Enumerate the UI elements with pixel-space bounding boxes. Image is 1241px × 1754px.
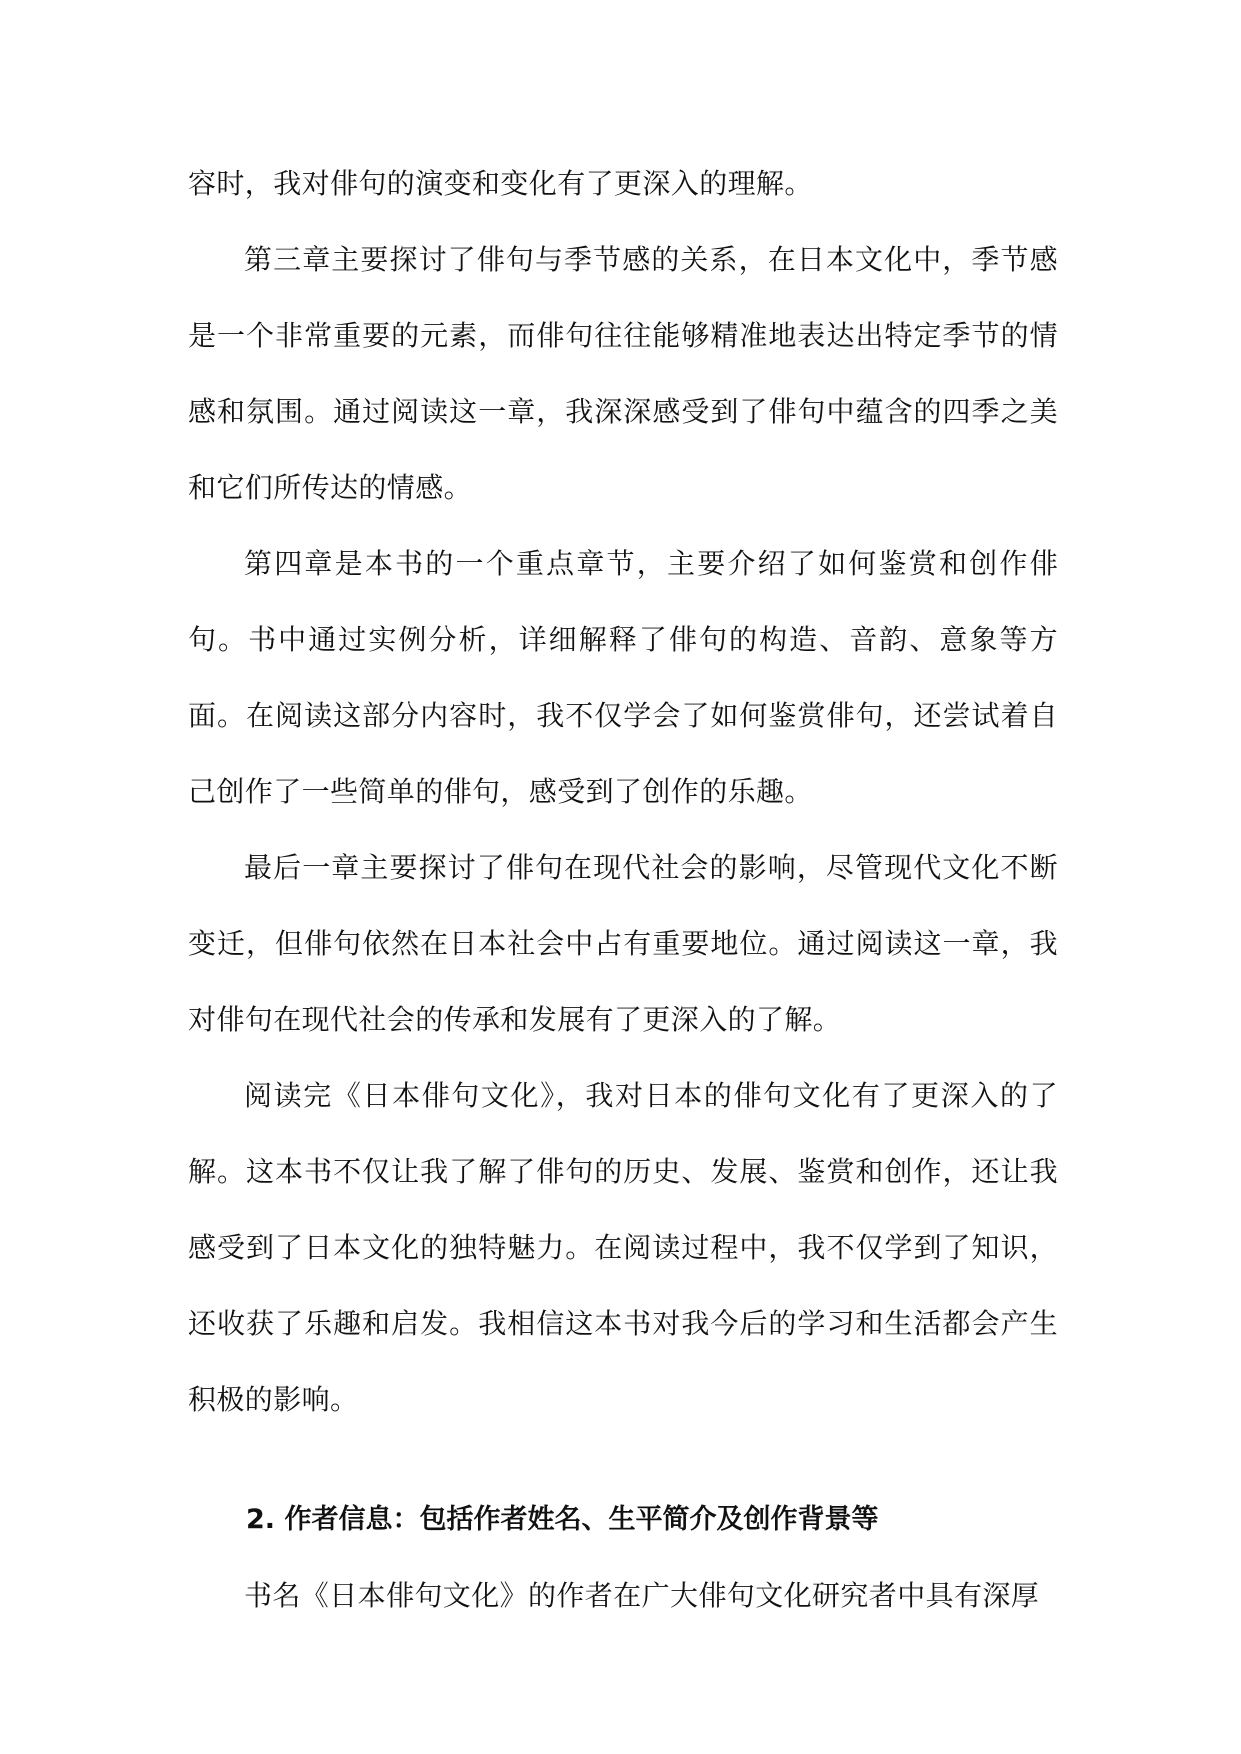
- paragraph-author-intro: 书名《日本俳句文化》的作者在广大俳句文化研究者中具有深厚: [244, 1579, 1040, 1612]
- paragraph-last-chapter: 最后一章主要探讨了俳句在现代社会的影响，尽管现代文化不断变迁，但俳句依然在日本社会中占有重要地位。通过阅读这一章，我对俳句在现代社会的传承和发展有了更深入的了解。: [188, 851, 1058, 1036]
- paragraph-conclusion: 阅读完《日本俳句文化》，我对日本的俳句文化有了更深入的了解。这本书不仅让我了解了俳句的历史、发展、鉴赏和创作，还让我感受到了日本文化的独特魅力。在阅读过程中，我不仅学到了知识，还收获了乐趣和启发。我相信这本书对我今后的学习和生活都会产生积极的影响。: [188, 1079, 1058, 1416]
- paragraph-chapter-three: 第三章主要探讨了俳句与季节感的关系，在日本文化中，季节感是一个非常重要的元素，而俳句往往能够精准地表达出特定季节的情感和氛围。通过阅读这一章，我深深感受到了俳句中蕴含的四季之美和它们所传达的情感。: [188, 243, 1058, 504]
- paragraph-chapter-four: 第四章是本书的一个重点章节，主要介绍了如何鉴赏和创作俳句。书中通过实例分析，详细解释了俳句的构造、音韵、意象等方面。在阅读这部分内容时，我不仅学会了如何鉴赏俳句，还尝试着自己创作了一些简单的俳句，感受到了创作的乐趣。: [188, 547, 1058, 808]
- paragraph-continuation: 容时，我对俳句的演变和变化有了更深入的理解。: [188, 167, 813, 200]
- section-heading-author-info: 2. 作者信息：包括作者姓名、生平简介及创作背景等: [246, 1504, 879, 1535]
- document-body: [188, 146, 1058, 1634]
